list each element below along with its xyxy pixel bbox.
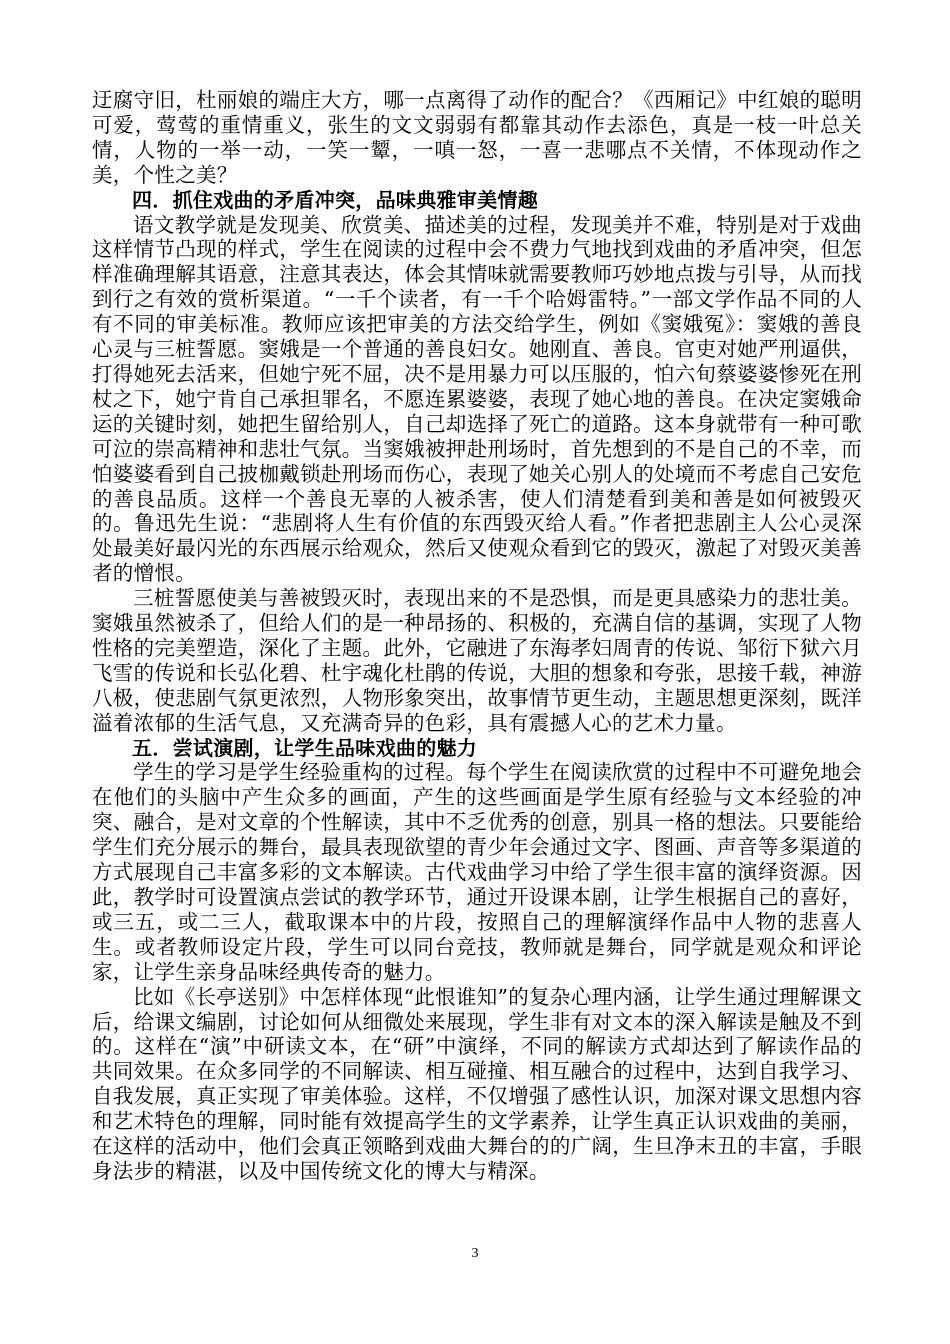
paragraph-continuation: 迂腐守旧，杜丽娘的端庄大方，哪一点离得了动作的配合？《西厢记》中红娘的聪明可爱，莺莺的重情重义，张生的文文弱弱有都靠其动作去添色，真是一枝一叶总关情，人物的一举一动，一笑一颦，一嗔一怒，一喜一悲哪点不关情，不体现动作之美，个性之美？ — [92, 88, 862, 187]
paragraph-three-vows: 三桩誓愿使美与善被毁灭时，表现出来的不是恐惧，而是更具感染力的悲壮美。窦娥虽然被杀了，但给人们的是一种昂扬的、积极的，充满自信的基调，实现了人物性格的完美塑造，深化了主题。此外，它融进了东海孝妇周青的传说、邹衍下狱六月飞雪的传说和长弘化碧、杜宇魂化杜鹃的传说，大胆的想象和夸张，思接千载，神游八极，使悲剧气氛更浓烈，人物形象突出，故事情节更生动，主题思想更深刻，既洋溢着浓郁的生活气息，又充满奇异的色彩，具有震撼人心的艺术力量。 — [92, 586, 862, 735]
paragraph-aesthetics: 语文教学就是发现美、欣赏美、描述美的过程，发现美并不难，特别是对于戏曲这样情节凸现的样式，学生在阅读的过程中会不费力气地找到戏曲的矛盾冲突，但怎样准确理解其语意，注意其表达，体会其情味就需要教师巧妙地点拨与引导，从而找到行之有效的赏析渠道。“一千个读者，有一千个哈姆雷特。”一部文学作品不同的人有不同的审美标准。教师应该把审美的方法交给学生，例如《窦娥冤》：窦娥的善良心灵与三桩誓愿。窦娥是一个普通的善良妇女。她刚直、善良。官吏对她严刑逼供，打得她死去活来，但她宁死不屈，决不是用暴力可以压服的，怕六旬蔡婆婆惨死在刑杖之下，她宁肯自己承担罪名，不愿连累婆婆，表现了她心地的善良。在决定窦娥命运的关键时刻，她把生留给别人，自己却选择了死亡的道路。这本身就带有一种可歌可泣的崇高精神和悲壮气氛。当窦娥被押赴刑场时，首先想到的不是自己的不幸，而怕婆婆看到自己披枷戴锁赴刑场而伤心，表现了她关心别人的处境而不考虑自己安危的善良品质。这样一个善良无辜的人被杀害，使人们清楚看到美和善是如何被毁灭的。鲁迅先生说：“悲剧将人生有价值的东西毁灭给人看。”作者把悲剧主人公心灵深处最美好最闪光的东西展示给观众，然后又使观众看到它的毁灭，激起了对毁灭美善者的憎恨。 — [92, 212, 862, 586]
paragraph-student-learning: 学生的学习是学生经验重构的过程。每个学生在阅读欣赏的过程中不可避免地会在他们的头脑中产生众多的画面，产生的这些画面是学生原有经验与文本经验的冲突、融合，是对文章的个性解读，其中不乏优秀的创意，别具一格的想法。只要能给学生们充分展示的舞台，最具表现欲望的青少年会通过文字、图画、声音等多渠道的方式展现自己丰富多彩的文本解读。古代戏曲学习中给了学生很丰富的演绎资源。因此，教学时可设置演点尝试的教学环节，通过开设课本剧，让学生根据自己的喜好，或三五，或二三人，截取课本中的片段，按照自己的理解演绎作品中人物的悲喜人生。或者教师设定片段，学生可以同台竞技，教师就是舞台，同学就是观众和评论家，让学生亲身品味经典传奇的魅力。 — [92, 760, 862, 984]
paragraph-farewell-example: 比如《长亭送别》中怎样体现“此恨谁知”的复杂心理内涵，让学生通过理解课文后，给课文编剧，讨论如何从细微处来展现，学生非有对文本的深入解读是触及不到的。这样在“演”中研读文本，在“研”中演绎，不同的解读方式却达到了解读作品的共同效果。在众多同学的不同解读、相互碰撞、相互融合的过程中，达到自我学习、自我发展，真正实现了审美体验。这样，不仅增强了感性认识，加深对课文思想内容和艺术特色的理解，同时能有效提高学生的文学素养，让学生真正认识戏曲的美丽，在这样的活动中，他们会真正领略到戏曲大舞台的的广阔，生旦净末丑的丰富，手眼身法步的精湛，以及中国传统文化的博大与精深。 — [92, 984, 862, 1183]
section-heading-5: 五．尝试演剧，让学生品味戏曲的魅力 — [132, 735, 478, 760]
page-number: 3 — [471, 1246, 479, 1261]
document-page — [92, 88, 862, 1184]
section-heading-4: 四．抓住戏曲的矛盾冲突，品味典雅审美情趣 — [132, 187, 538, 212]
